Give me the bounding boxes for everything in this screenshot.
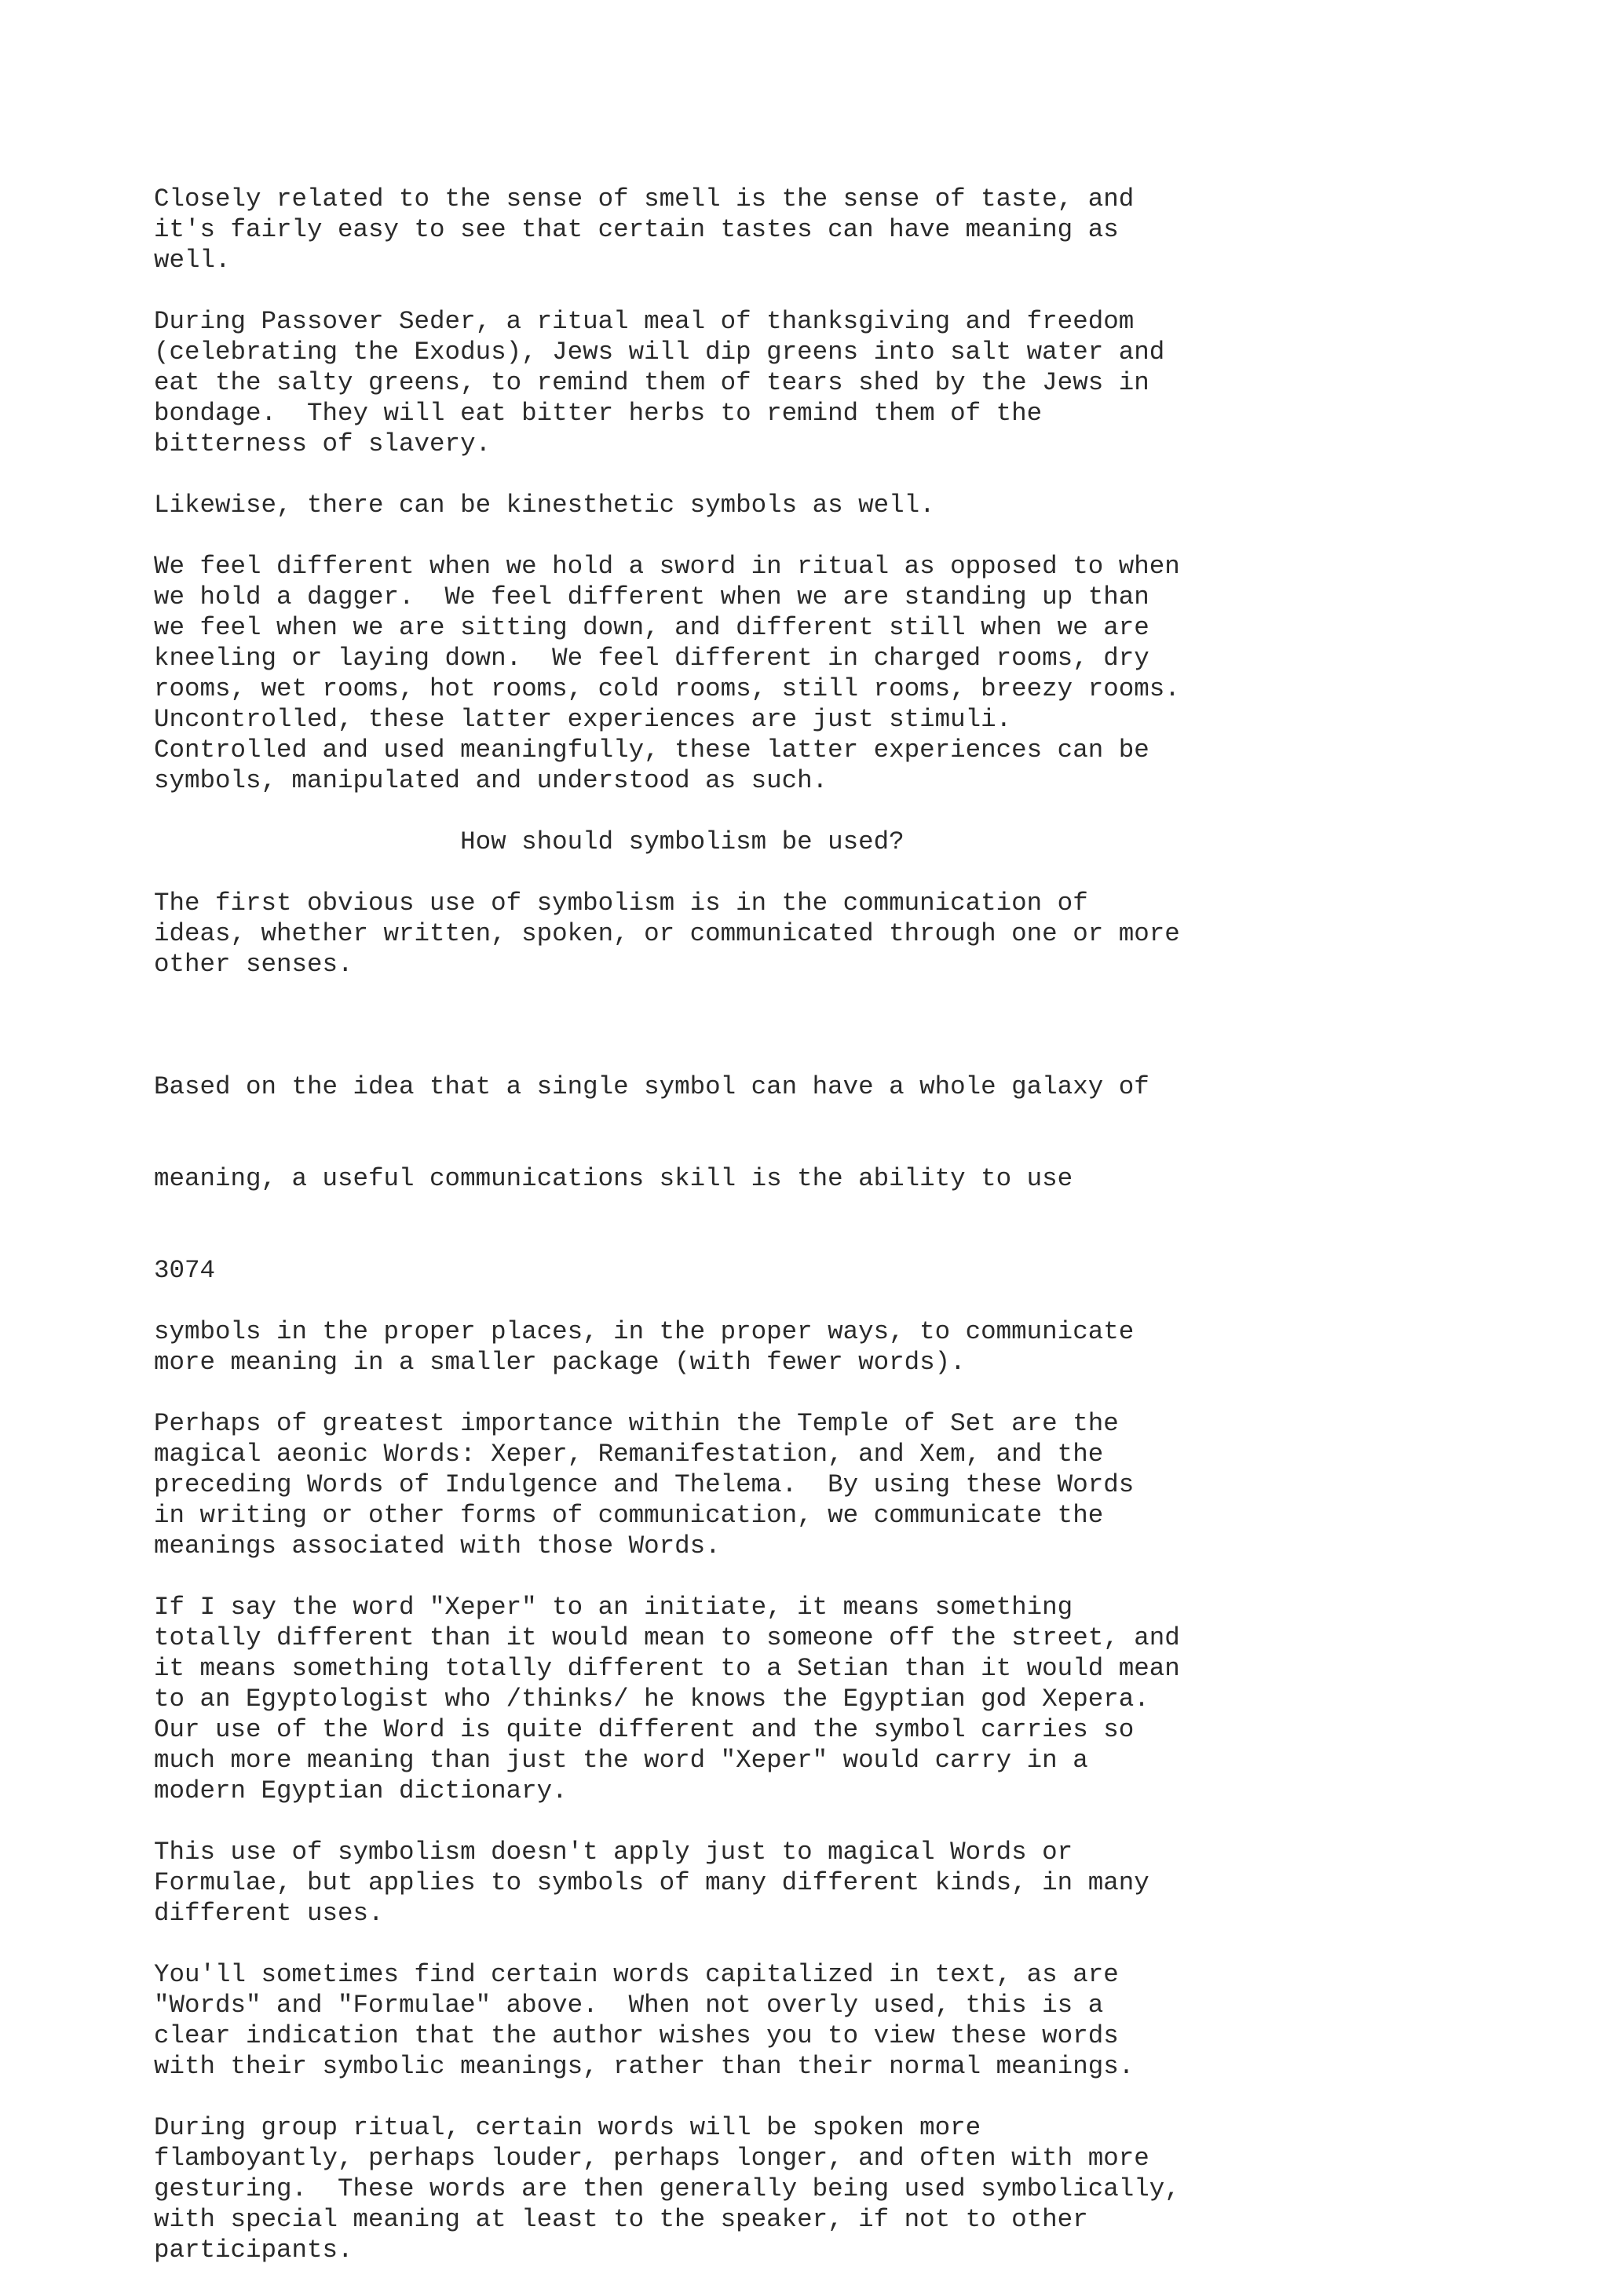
text-line: flamboyantly, perhaps louder, perhaps longer, and often with more [154, 2144, 1149, 2173]
section-1 [154, 184, 1489, 796]
text-line: it means something totally different to a Setian than it would mean [154, 1654, 1180, 1683]
section-2 [154, 888, 1489, 980]
section-3 [154, 1316, 1489, 2265]
text-line: Closely related to the sense of smell is the sense of taste, and [154, 184, 1135, 214]
paragraph-before-page-number [154, 1010, 1489, 1255]
text-line: gesturing. These words are then generally being used symbolically, [154, 2174, 1180, 2203]
text-line: more meaning in a smaller package (with fewer words). [154, 1348, 966, 1377]
paragraph [154, 1592, 1489, 1806]
text-line: During Passover Seder, a ritual meal of thanksgiving and freedom [154, 307, 1135, 336]
text-line: different uses. [154, 1899, 384, 1928]
text-line: symbols, manipulated and understood as such. [154, 766, 828, 795]
text-line: preceding Words of Indulgence and Thelema. By using these Words [154, 1470, 1135, 1499]
paragraph [154, 184, 1489, 276]
section-heading: How should symbolism be used? [154, 827, 904, 856]
text-line: with their symbolic meanings, rather than their normal meanings. [154, 2052, 1135, 2081]
paragraph [154, 1316, 1489, 1378]
text-line: Likewise, there can be kinesthetic symbols as well. [154, 491, 935, 520]
text-line: to an Egyptologist who /thinks/ he knows the Egyptian god Xepera. [154, 1685, 1149, 1714]
text-line: ideas, whether written, spoken, or communicated through one or more [154, 919, 1180, 948]
text-line: kneeling or laying down. We feel different in charged rooms, dry [154, 644, 1149, 673]
paragraph [154, 551, 1489, 796]
paragraph [154, 490, 1489, 520]
text-line: with special meaning at least to the speaker, if not to other [154, 2205, 1088, 2234]
text-line: clear indication that the author wishes you to view these words [154, 2021, 1119, 2050]
text-line: Formulae, but applies to symbols of many different kinds, in many [154, 1868, 1149, 1897]
text-line: bondage. They will eat bitter herbs to remind them of the [154, 399, 1043, 428]
text-line: it's fairly easy to see that certain tastes can have meaning as [154, 215, 1119, 244]
text-line: Based on the idea that a single symbol can have a whole galaxy of [154, 1072, 1149, 1101]
text-line: meaning, a useful communications skill is the ability to use [154, 1164, 1073, 1193]
text-line: (celebrating the Exodus), Jews will dip greens into salt water and [154, 338, 1165, 367]
paragraph [154, 1837, 1489, 1929]
text-line: meanings associated with those Words. [154, 1531, 721, 1560]
paragraph [154, 888, 1489, 980]
text-line: This use of symbolism doesn't apply just to magical Words or [154, 1838, 1073, 1867]
text-line: in writing or other forms of communication, we communicate the [154, 1501, 1104, 1530]
text-line: Perhaps of greatest importance within the Temple of Set are the [154, 1409, 1119, 1438]
text-line: participants. [154, 2236, 353, 2265]
text-line: We feel different when we hold a sword in ritual as opposed to when [154, 552, 1180, 581]
paragraph [154, 1959, 1489, 2082]
paragraph [154, 306, 1489, 459]
text-line: Controlled and used meaningfully, these latter experiences can be [154, 736, 1149, 765]
text-line: well. [154, 246, 231, 275]
text-line: bitterness of slavery. [154, 429, 492, 458]
text-line: The first obvious use of symbolism is in the communication of [154, 889, 1088, 918]
text-line: symbols in the proper places, in the proper ways, to communicate [154, 1317, 1135, 1346]
text-line: we hold a dagger. We feel different when we are standing up than [154, 582, 1149, 611]
text-line: we feel when we are sitting down, and different still when we are [154, 613, 1149, 642]
text-line: Our use of the Word is quite different and the symbol carries so [154, 1715, 1135, 1744]
text-line: "Words" and "Formulae" above. When not overly used, this is a [154, 1991, 1104, 2020]
text-line: other senses. [154, 950, 353, 979]
text-line: modern Egyptian dictionary. [154, 1776, 568, 1805]
paragraph [154, 1408, 1489, 1561]
text-line: During group ritual, certain words will be spoken more [154, 2113, 981, 2142]
text-line: rooms, wet rooms, hot rooms, cold rooms, still rooms, breezy rooms. [154, 674, 1180, 703]
text-line: Uncontrolled, these latter experiences are just stimuli. [154, 705, 1012, 734]
text-line: If I say the word "Xeper" to an initiate, it means something [154, 1593, 1073, 1622]
paragraph [154, 2112, 1489, 2265]
document-page [154, 184, 1489, 2296]
text-line: You'll sometimes find certain words capitalized in text, as are [154, 1960, 1119, 1989]
page-number: 3074 [154, 1256, 216, 1285]
text-line: eat the salty greens, to remind them of tears shed by the Jews in [154, 368, 1149, 397]
text-line: magical aeonic Words: Xeper, Remanifestation, and Xem, and the [154, 1440, 1104, 1469]
text-line: much more meaning than just the word "Xeper" would carry in a [154, 1746, 1088, 1775]
text-line: totally different than it would mean to someone off the street, and [154, 1623, 1180, 1652]
